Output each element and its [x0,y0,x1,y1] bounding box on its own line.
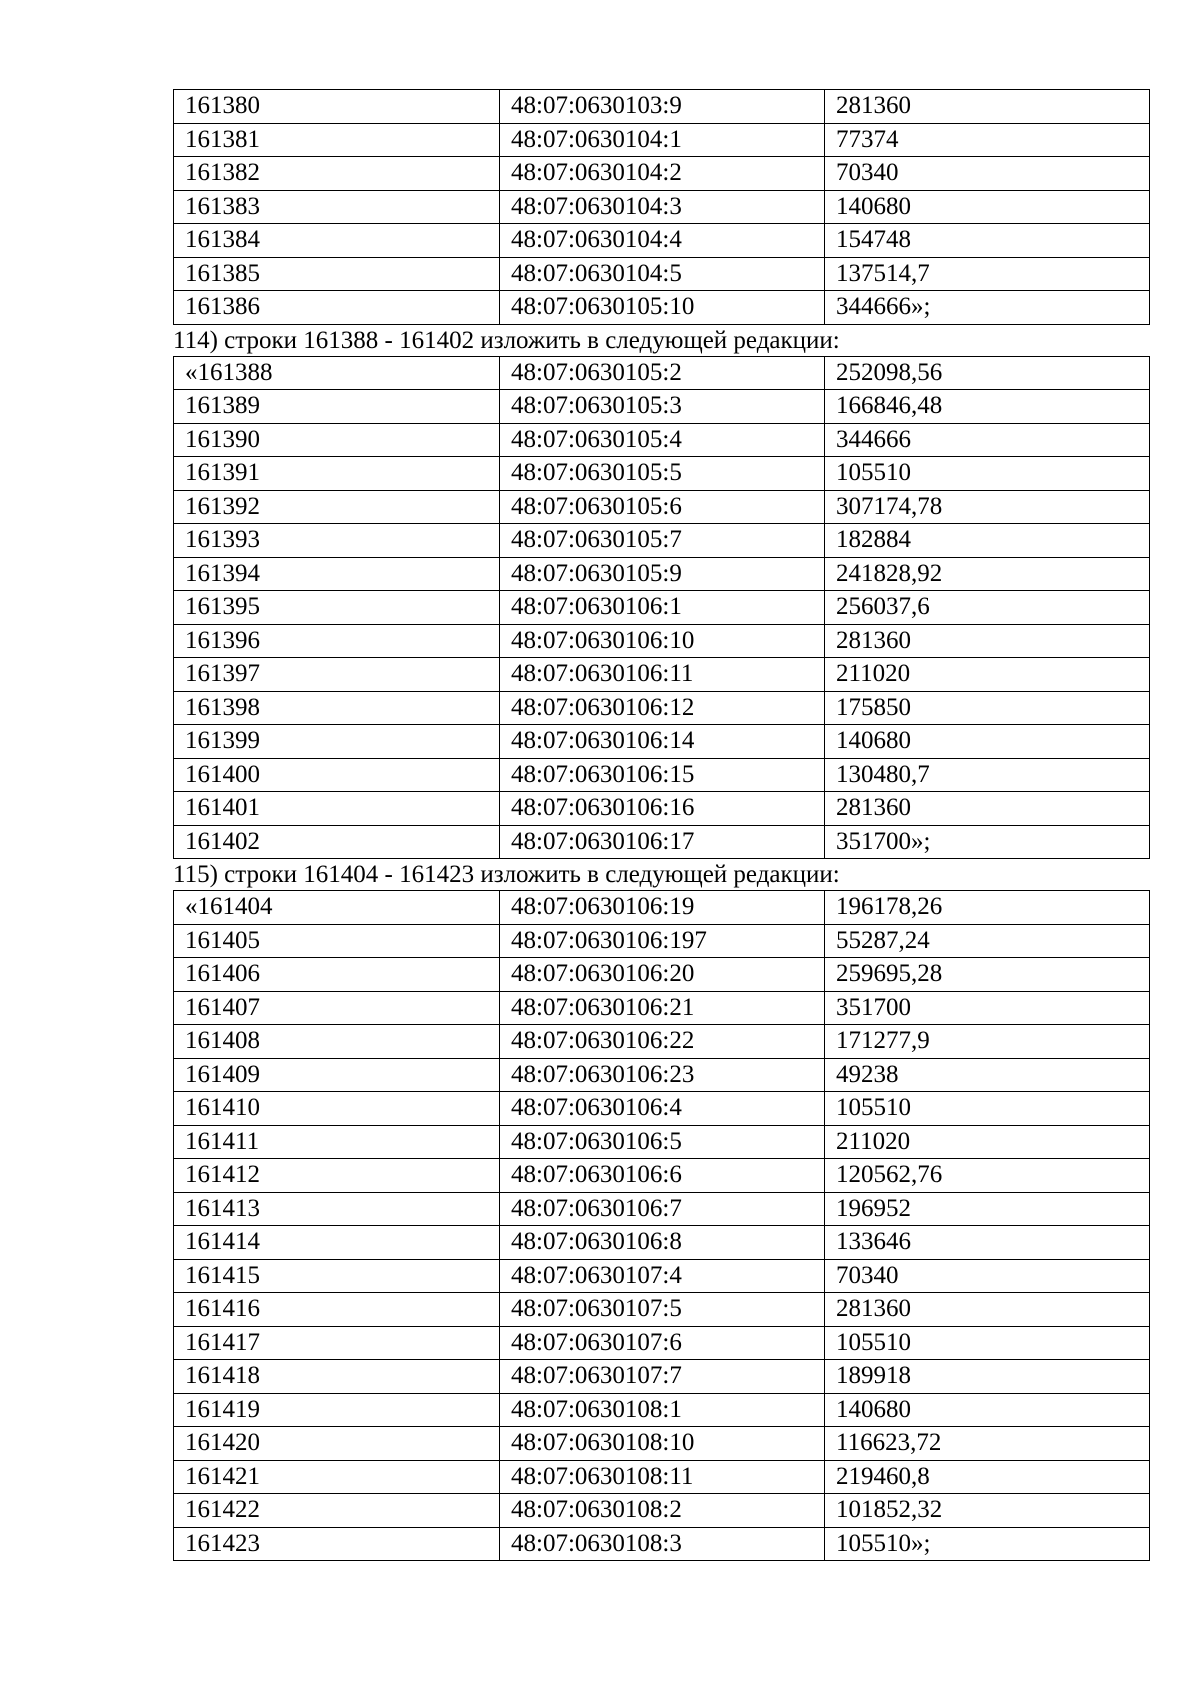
value-cell: 171277,9 [825,1025,1150,1059]
value-cell: 344666 [825,423,1150,457]
table-row [174,924,1150,958]
value-cell: 105510 [825,1092,1150,1126]
value-cell: 70340 [825,157,1150,191]
cadastral-number-cell: 48:07:0630105:6 [500,490,825,524]
table-row [174,1226,1150,1260]
cadastral-number-cell: 48:07:0630104:1 [500,123,825,157]
cadastral-number-cell: 48:07:0630108:10 [500,1427,825,1461]
table-row [174,490,1150,524]
table-row [174,1159,1150,1193]
table-row [174,1326,1150,1360]
cadastral-number-cell: 48:07:0630106:15 [500,758,825,792]
value-cell: 351700»; [825,825,1150,859]
table-row [174,524,1150,558]
cadastral-number-cell: 48:07:0630103:9 [500,90,825,124]
cadastral-number-cell: 48:07:0630104:3 [500,190,825,224]
row-number-cell: 161419 [174,1393,500,1427]
cadastral-number-cell: 48:07:0630106:17 [500,825,825,859]
table-row [174,891,1150,925]
value-cell: 196178,26 [825,891,1150,925]
cadastral-number-cell: 48:07:0630104:5 [500,257,825,291]
table-row [174,1460,1150,1494]
table-row [174,1427,1150,1461]
value-cell: 49238 [825,1058,1150,1092]
row-number-cell: 161393 [174,524,500,558]
table-row [174,1494,1150,1528]
value-cell: 256037,6 [825,591,1150,625]
value-cell: 120562,76 [825,1159,1150,1193]
value-cell: 281360 [825,1293,1150,1327]
row-number-cell: 161397 [174,658,500,692]
data-table [173,89,1150,325]
cadastral-number-cell: 48:07:0630105:2 [500,356,825,390]
value-cell: 105510»; [825,1527,1150,1561]
row-number-cell: 161415 [174,1259,500,1293]
row-number-cell: 161405 [174,924,500,958]
table-row [174,1393,1150,1427]
table-row [174,557,1150,591]
row-number-cell: 161409 [174,1058,500,1092]
row-number-cell: 161416 [174,1293,500,1327]
table-row [174,1192,1150,1226]
cadastral-number-cell: 48:07:0630105:10 [500,291,825,325]
table-row [174,991,1150,1025]
cadastral-number-cell: 48:07:0630108:11 [500,1460,825,1494]
value-cell: 182884 [825,524,1150,558]
cadastral-number-cell: 48:07:0630107:4 [500,1259,825,1293]
value-cell: 344666»; [825,291,1150,325]
table-row [174,123,1150,157]
value-cell: 196952 [825,1192,1150,1226]
cadastral-number-cell: 48:07:0630105:4 [500,423,825,457]
table-row [174,224,1150,258]
row-number-cell: 161392 [174,490,500,524]
table-row [174,356,1150,390]
cadastral-number-cell: 48:07:0630108:1 [500,1393,825,1427]
value-cell: 166846,48 [825,390,1150,424]
value-cell: 70340 [825,1259,1150,1293]
value-cell: 133646 [825,1226,1150,1260]
value-cell: 189918 [825,1360,1150,1394]
row-number-cell: 161423 [174,1527,500,1561]
cadastral-number-cell: 48:07:0630106:1 [500,591,825,625]
value-cell: 351700 [825,991,1150,1025]
table-row [174,624,1150,658]
row-number-cell: 161380 [174,90,500,124]
section-heading: 114) строки 161388 - 161402 изложить в следующей редакции: [173,326,840,354]
cadastral-number-cell: 48:07:0630106:22 [500,1025,825,1059]
row-number-cell: 161422 [174,1494,500,1528]
value-cell: 175850 [825,691,1150,725]
table-row [174,1058,1150,1092]
row-number-cell: 161381 [174,123,500,157]
cadastral-number-cell: 48:07:0630106:20 [500,958,825,992]
table-row [174,190,1150,224]
value-cell: 154748 [825,224,1150,258]
cadastral-number-cell: 48:07:0630105:5 [500,457,825,491]
table-row [174,390,1150,424]
data-table [173,890,1150,1561]
table-row [174,1527,1150,1561]
value-cell: 140680 [825,1393,1150,1427]
row-number-cell: 161395 [174,591,500,625]
cadastral-number-cell: 48:07:0630106:5 [500,1125,825,1159]
cadastral-number-cell: 48:07:0630106:21 [500,991,825,1025]
row-number-cell: 161407 [174,991,500,1025]
value-cell: 55287,24 [825,924,1150,958]
row-number-cell: 161400 [174,758,500,792]
table-row [174,691,1150,725]
row-number-cell: 161413 [174,1192,500,1226]
table-row [174,1025,1150,1059]
table-row [174,725,1150,759]
cadastral-number-cell: 48:07:0630106:23 [500,1058,825,1092]
table-row [174,90,1150,124]
value-cell: 116623,72 [825,1427,1150,1461]
table-row [174,291,1150,325]
row-number-cell: 161411 [174,1125,500,1159]
value-cell: 281360 [825,624,1150,658]
cadastral-number-cell: 48:07:0630106:12 [500,691,825,725]
row-number-cell: 161401 [174,792,500,826]
cadastral-number-cell: 48:07:0630105:9 [500,557,825,591]
row-number-cell: 161386 [174,291,500,325]
row-number-cell: 161406 [174,958,500,992]
value-cell: 140680 [825,725,1150,759]
cadastral-number-cell: 48:07:0630106:197 [500,924,825,958]
cadastral-number-cell: 48:07:0630106:16 [500,792,825,826]
value-cell: 307174,78 [825,490,1150,524]
value-cell: 211020 [825,1125,1150,1159]
cadastral-number-cell: 48:07:0630106:11 [500,658,825,692]
value-cell: 137514,7 [825,257,1150,291]
value-cell: 211020 [825,658,1150,692]
value-cell: 130480,7 [825,758,1150,792]
row-number-cell: 161382 [174,157,500,191]
value-cell: 105510 [825,457,1150,491]
row-number-cell: 161414 [174,1226,500,1260]
table-row [174,457,1150,491]
section-heading: 115) строки 161404 - 161423 изложить в следующей редакции: [173,861,840,888]
cadastral-number-cell: 48:07:0630107:7 [500,1360,825,1394]
table-row [174,257,1150,291]
cadastral-number-cell: 48:07:0630106:8 [500,1226,825,1260]
row-number-cell: 161391 [174,457,500,491]
cadastral-number-cell: 48:07:0630108:2 [500,1494,825,1528]
row-number-cell: 161398 [174,691,500,725]
row-number-cell: 161389 [174,390,500,424]
row-number-cell: 161390 [174,423,500,457]
cadastral-number-cell: 48:07:0630106:19 [500,891,825,925]
table-row [174,157,1150,191]
row-number-cell: 161412 [174,1159,500,1193]
cadastral-number-cell: 48:07:0630107:5 [500,1293,825,1327]
table-row [174,1092,1150,1126]
row-number-cell: 161420 [174,1427,500,1461]
row-number-cell: «161388 [174,356,500,390]
table-row [174,825,1150,859]
cadastral-number-cell: 48:07:0630108:3 [500,1527,825,1561]
row-number-cell: «161404 [174,891,500,925]
cadastral-number-cell: 48:07:0630106:7 [500,1192,825,1226]
table-row [174,1360,1150,1394]
row-number-cell: 161410 [174,1092,500,1126]
row-number-cell: 161384 [174,224,500,258]
table-row [174,1125,1150,1159]
row-number-cell: 161402 [174,825,500,859]
table-row [174,591,1150,625]
document-page [173,89,1149,1561]
cadastral-number-cell: 48:07:0630105:3 [500,390,825,424]
row-number-cell: 161408 [174,1025,500,1059]
cadastral-number-cell: 48:07:0630105:7 [500,524,825,558]
cadastral-number-cell: 48:07:0630106:10 [500,624,825,658]
data-table [173,356,1150,860]
row-number-cell: 161394 [174,557,500,591]
value-cell: 219460,8 [825,1460,1150,1494]
row-number-cell: 161399 [174,725,500,759]
cadastral-number-cell: 48:07:0630106:6 [500,1159,825,1193]
row-number-cell: 161418 [174,1360,500,1394]
value-cell: 281360 [825,792,1150,826]
table-row [174,1293,1150,1327]
table-row [174,958,1150,992]
table-row [174,1259,1150,1293]
row-number-cell: 161417 [174,1326,500,1360]
table-row [174,792,1150,826]
cadastral-number-cell: 48:07:0630106:14 [500,725,825,759]
table-row [174,658,1150,692]
value-cell: 252098,56 [825,356,1150,390]
row-number-cell: 161421 [174,1460,500,1494]
cadastral-number-cell: 48:07:0630104:2 [500,157,825,191]
value-cell: 105510 [825,1326,1150,1360]
value-cell: 241828,92 [825,557,1150,591]
value-cell: 281360 [825,90,1150,124]
table-row [174,423,1150,457]
value-cell: 77374 [825,123,1150,157]
cadastral-number-cell: 48:07:0630107:6 [500,1326,825,1360]
value-cell: 259695,28 [825,958,1150,992]
row-number-cell: 161396 [174,624,500,658]
value-cell: 101852,32 [825,1494,1150,1528]
cadastral-number-cell: 48:07:0630104:4 [500,224,825,258]
cadastral-number-cell: 48:07:0630106:4 [500,1092,825,1126]
row-number-cell: 161383 [174,190,500,224]
value-cell: 140680 [825,190,1150,224]
row-number-cell: 161385 [174,257,500,291]
table-row [174,758,1150,792]
